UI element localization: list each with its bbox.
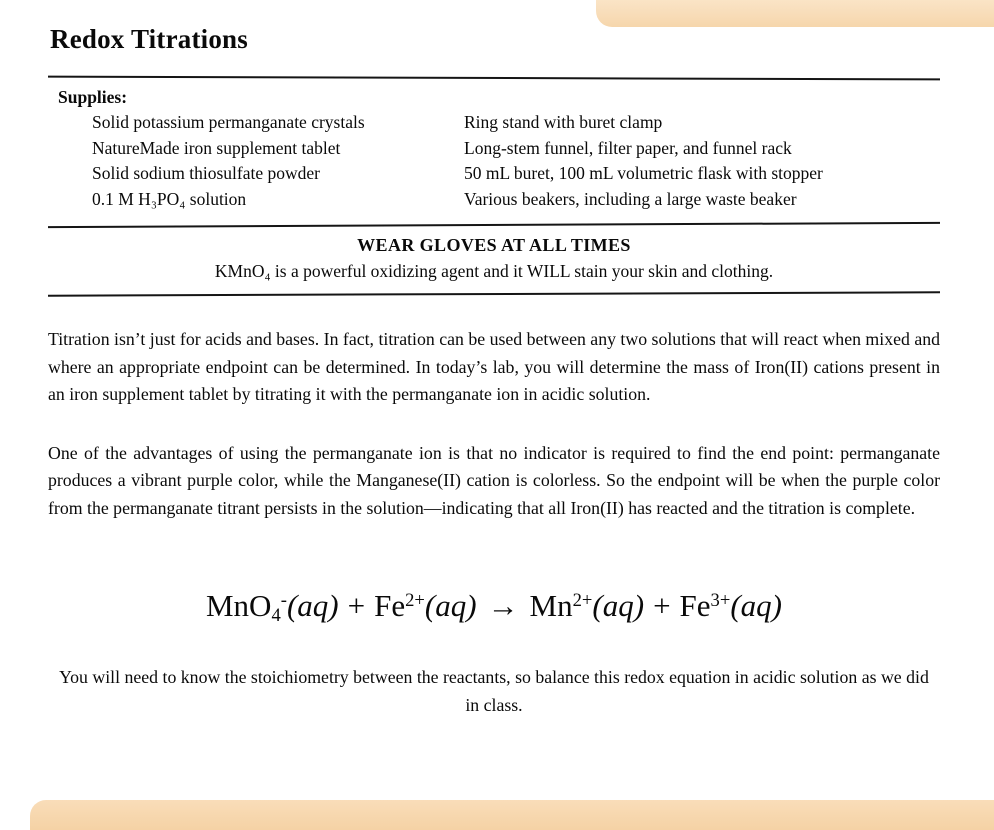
- formula-charge: 3+: [710, 589, 731, 611]
- species-iron2: [374, 588, 476, 623]
- state-symbol: (aq): [424, 588, 477, 623]
- supply-item: Long-stem funnel, filter paper, and funnel rack: [464, 137, 792, 158]
- supplies-column-left: [92, 110, 464, 212]
- plus-operator: +: [347, 588, 366, 623]
- state-symbol: (aq): [592, 588, 645, 623]
- formula-subscript: 4: [271, 605, 281, 627]
- supplies-label: Supplies:: [58, 87, 128, 107]
- formula-text: MnO: [205, 588, 272, 623]
- formula-text: Mn: [529, 588, 573, 623]
- plus-operator: +: [653, 588, 671, 623]
- state-symbol: (aq): [730, 588, 782, 623]
- supply-item: 0.1 M H₃PO₄ solution: [92, 188, 247, 209]
- supply-item: Solid potassium permanganate crystals: [92, 112, 365, 132]
- supply-item: Solid sodium thiosulfate powder: [92, 163, 320, 183]
- reaction-arrow: →: [487, 588, 519, 623]
- species-permanganate: [205, 588, 339, 627]
- warning-headline: WEAR GLOVES AT ALL TIMES: [357, 235, 631, 255]
- paragraph-closing: You will need to know the stoichiometry between the reactants, so balance this redox equation in acidic solution as we did in class.: [59, 667, 929, 715]
- formula-charge: 2+: [405, 589, 425, 611]
- supply-item: NatureMade iron supplement tablet: [92, 137, 341, 158]
- warning-section: [48, 226, 940, 293]
- redox-equation: [48, 588, 940, 627]
- formula-charge: 2+: [572, 589, 593, 611]
- formula-charge: -: [280, 589, 287, 611]
- page-title: Redox Titrations: [50, 24, 248, 54]
- supplies-columns: [58, 110, 936, 212]
- supply-item: Ring stand with buret clamp: [464, 112, 663, 132]
- warning-detail: KMnO₄ is a powerful oxidizing agent and it WILL stain your skin and clothing.: [214, 261, 774, 281]
- desk-surface-bottom: [30, 800, 994, 830]
- species-iron3: [680, 588, 782, 623]
- paragraph-intro: Titration isn’t just for acids and bases. In fact, titration can be used between any two solutions that will react when mixed and where an appropriate endpoint can be determined. In today’s lab, you will determine the mass of Iron(II) cations present in an iron supplement tablet by titrating it with the permanganate ion in acidic solution.: [48, 329, 940, 404]
- supply-item: 50 mL buret, 100 mL volumetric flask with stopper: [464, 163, 823, 183]
- supplies-section: [48, 79, 940, 224]
- paragraph-endpoint: One of the advantages of using the permanganate ion is that no indicator is required to find the end point: permanganate produces a vibrant purple color, while the Manganese(II) cation is colorless. So the endpoint will be when the purple color from the permanganate titrant persists in the solution—indicating that all Iron(II) has reacted and the titration is complete.: [48, 442, 940, 518]
- species-manganese2: [530, 588, 645, 623]
- formula-text: Fe: [374, 588, 406, 623]
- state-symbol: (aq): [286, 588, 339, 623]
- supply-item: Various beakers, including a large waste beaker: [464, 188, 797, 209]
- supplies-column-right: [464, 110, 936, 212]
- formula-text: Fe: [679, 588, 711, 623]
